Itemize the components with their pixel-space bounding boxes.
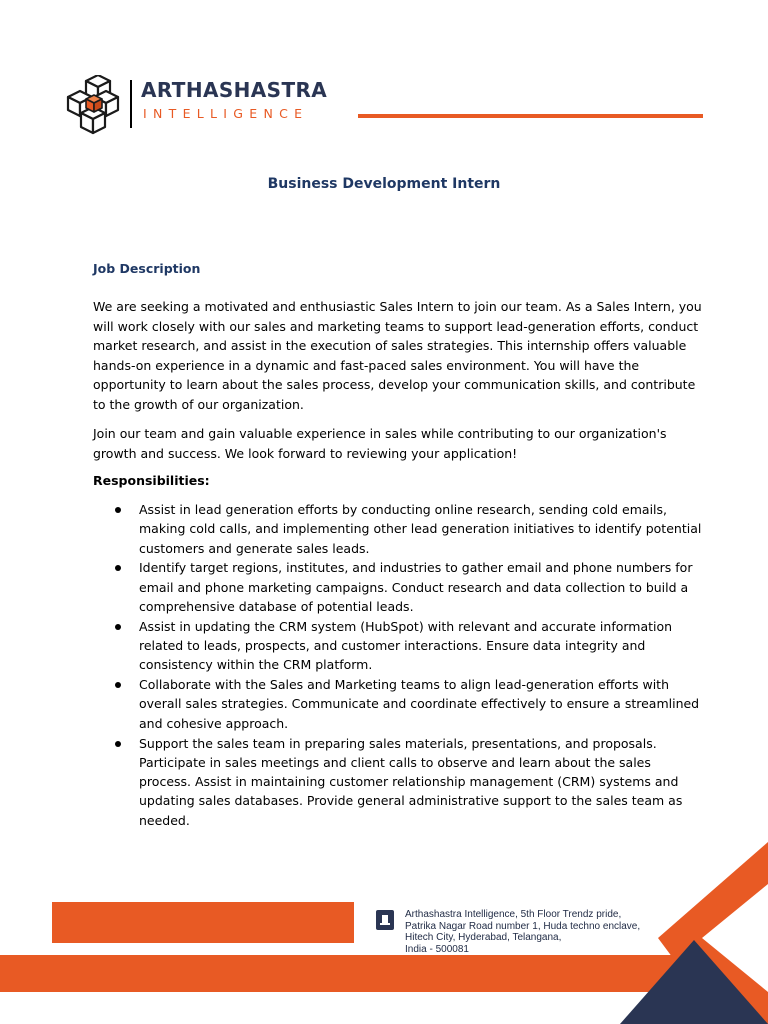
list-item bbox=[93, 558, 703, 616]
address-line: Hitech City, Hyderabad, Telangana, bbox=[405, 932, 562, 943]
footer-accent-bar bbox=[52, 902, 354, 943]
list-item-text: Support the sales team in preparing sales materials, presentations, and proposals. Participate in sales meetings and client calls to observe and learn about the sales process. Assist in maintaining customer relationship management (CRM) systems and updating sales databases. Provide general administrative support to the sales team as needed. bbox=[139, 735, 683, 828]
logo-divider bbox=[130, 80, 132, 128]
address-line: Arthashastra Intelligence, 5th Floor Trendz pride, bbox=[405, 909, 622, 920]
list-item bbox=[93, 500, 703, 558]
company-name: ARTHASHASTRA bbox=[141, 78, 328, 102]
list-item-text: Collaborate with the Sales and Marketing teams to align lead-generation efforts with overall sales strategies. Communicate and coordinate effectively to ensure a streamlined and cohesive approach. bbox=[139, 677, 700, 731]
list-item bbox=[93, 675, 703, 733]
building-icon bbox=[376, 910, 394, 930]
job-description-paragraph: We are seeking a motivated and enthusiastic Sales Intern to join our team. As a Sales Intern, you will work closely with our sales and marketing teams to support lead-generation efforts, conduct market research, and assist in the execution of sales strategies. This internship offers valuable hands-on experience in a dynamic and fast-paced sales environment. You will have the opportunity to learn about the sales process, develop your communication skills, and contribute to the growth of our organization. bbox=[93, 299, 702, 412]
list-item bbox=[93, 734, 703, 830]
bullet-icon bbox=[115, 682, 121, 688]
job-description-heading: Job Description bbox=[93, 261, 201, 276]
list-item-text: Assist in lead generation efforts by conducting online research, sending cold emails, making cold calls, and implementing other lead generation initiatives to identify potential customers and generate sales leads. bbox=[139, 502, 702, 556]
address-line: India - 500081 bbox=[405, 943, 469, 955]
responsibilities-heading: Responsibilities: bbox=[93, 473, 210, 488]
closing-paragraph: Join our team and gain valuable experience in sales while contributing to our organization's growth and success. We look forward to reviewing your application! bbox=[93, 426, 667, 461]
bullet-icon bbox=[115, 624, 121, 630]
list-item bbox=[93, 617, 703, 675]
header-divider bbox=[358, 114, 703, 118]
list-item-text: Assist in updating the CRM system (HubSpot) with relevant and accurate information related to leads, prospects, and customer interactions. Ensure data integrity and consistency within the CRM platform. bbox=[139, 618, 673, 673]
address-line: Patrika Nagar Road number 1, Huda techno enclave, bbox=[405, 920, 641, 932]
footer-address bbox=[405, 909, 655, 955]
responsibilities-list bbox=[93, 500, 703, 831]
list-item-text: Identify target regions, institutes, and industries to gather email and phone numbers for email and phone marketing campaigns. Conduct research and data collection to build a comprehensive database of potential leads. bbox=[139, 560, 693, 614]
cube-cluster-logo-icon bbox=[64, 75, 122, 137]
bullet-icon bbox=[115, 565, 121, 571]
page-title: Business Development Intern bbox=[267, 176, 501, 192]
bullet-icon bbox=[115, 741, 121, 747]
bullet-icon bbox=[115, 507, 121, 513]
company-tagline: INTELLIGENCE bbox=[143, 106, 309, 121]
